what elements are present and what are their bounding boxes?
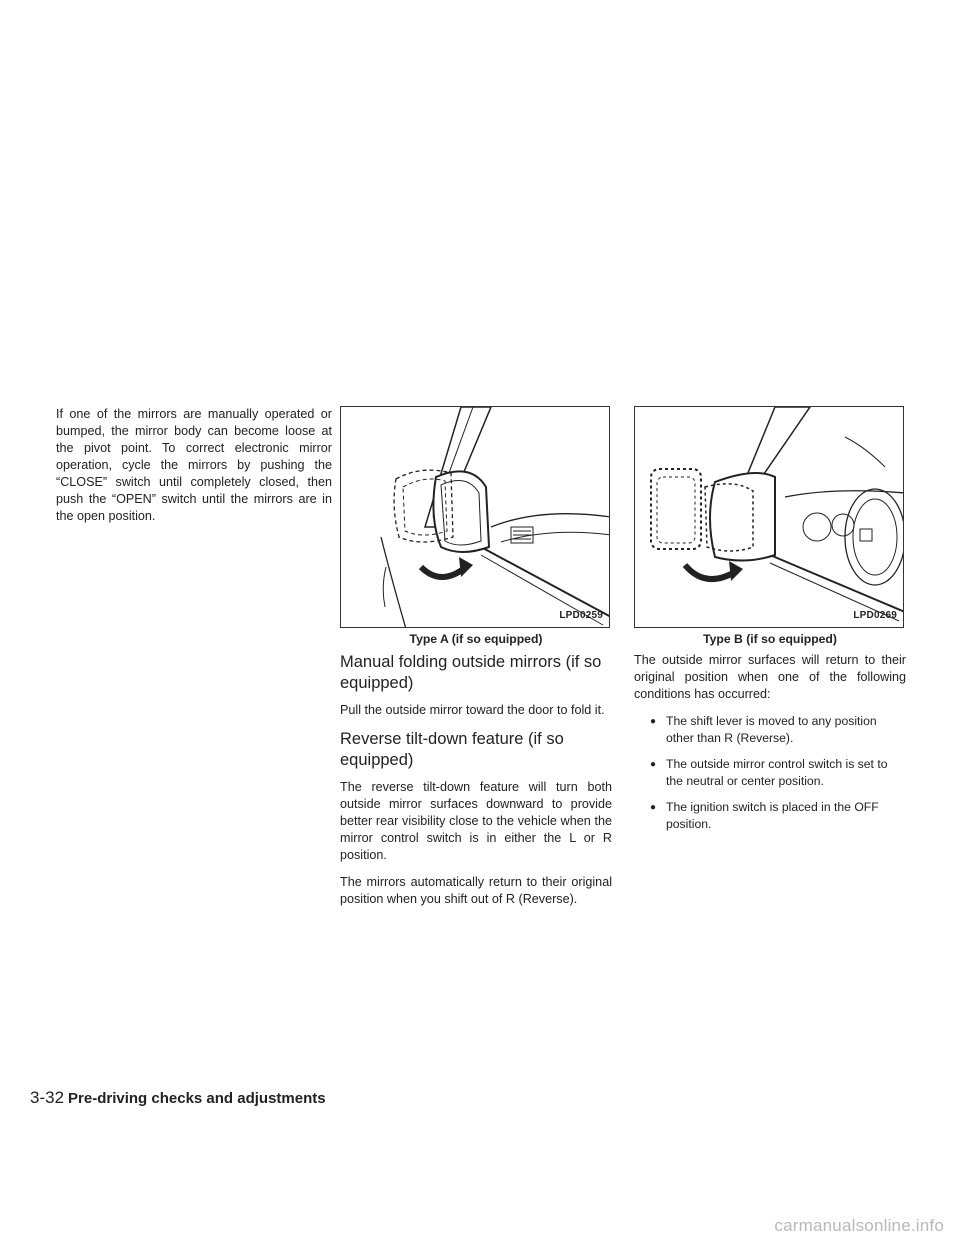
chapter-title: Pre-driving checks and adjustments xyxy=(68,1090,326,1107)
right-column xyxy=(634,406,906,842)
mirror-reset-paragraph: If one of the mirrors are manually operated or bumped, the mirror body can become loose at the pivot point. To correct electronic mirror operation, cycle the mirrors by pushing the “CLOSE” switch until completely closed, then push the “OPEN” switch until the mirrors are in the open position. xyxy=(56,407,332,523)
section-heading: Reverse tilt-down feature (if so equipped) xyxy=(340,730,564,769)
section-body: The reverse tilt-down feature will turn both outside mirror surfaces downward to provide better rear visibility close to the vehicle when the mirror control switch is in either the L or R position. xyxy=(340,780,612,862)
figure-caption: Type B (if so equipped) xyxy=(703,632,837,646)
list-item: ● The ignition switch is placed in the OFF position. xyxy=(650,800,879,831)
figure-caption: Type A (if so equipped) xyxy=(409,632,543,646)
list-item: ● The shift lever is moved to any position other than R (Reverse). xyxy=(650,714,877,745)
left-column xyxy=(56,406,332,535)
conditions-list xyxy=(634,713,906,833)
section-body: Pull the outside mirror toward the door to fold it. xyxy=(340,703,605,717)
figure-code: LPD0259 xyxy=(559,610,603,621)
page-number: 3-32 xyxy=(30,1088,65,1107)
mirror-illustration-type-b xyxy=(635,407,904,628)
figure-type-a xyxy=(340,406,610,628)
section-heading: Manual folding outside mirrors (if so equipped) xyxy=(340,653,602,692)
bullet-icon: ● xyxy=(650,802,657,813)
list-item: ● The outside mirror control switch is set to the neutral or center position. xyxy=(650,757,888,788)
watermark: carmanualsonline.info xyxy=(774,1216,944,1235)
return-conditions-intro: The outside mirror surfaces will return to their original position when one of the following conditions has occurred: xyxy=(634,653,906,701)
middle-column xyxy=(340,406,612,918)
figure-code: LPD0269 xyxy=(853,610,897,621)
page-footer xyxy=(30,1088,326,1108)
bullet-icon: ● xyxy=(650,759,657,770)
figure-type-b xyxy=(634,406,904,628)
section-body: The mirrors automatically return to their original position when you shift out of R (Reverse). xyxy=(340,875,612,906)
mirror-illustration-type-a xyxy=(341,407,610,628)
bullet-icon: ● xyxy=(650,716,657,727)
